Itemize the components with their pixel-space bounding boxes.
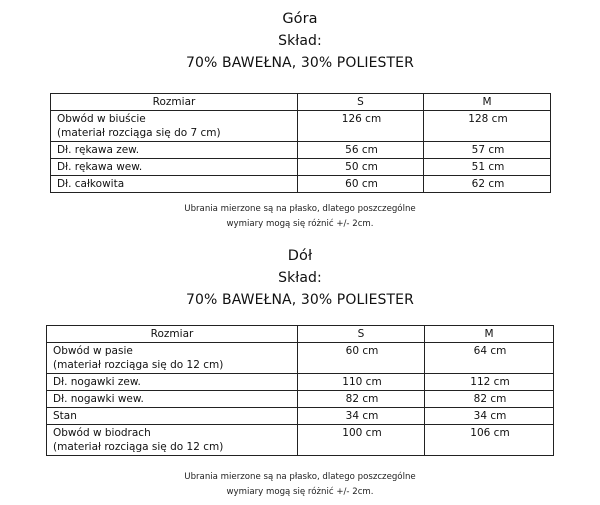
value-s: 82 cm (298, 391, 425, 408)
note-line-2: wymiary mogą się różnić +/- 2cm. (226, 487, 374, 497)
header-m: M (425, 326, 554, 343)
header-size: Rozmiar (51, 94, 298, 111)
measure-note: (materiał rozciąga się do 7 cm) (57, 127, 221, 139)
measure-label: Obwód w biodrach (53, 427, 151, 439)
measure-name: Dł. nogawki zew. (47, 374, 298, 391)
top-title: Góra (282, 11, 318, 27)
top-composition-label: Skład: (278, 33, 322, 49)
value-s: 34 cm (298, 408, 425, 425)
measure-note: (materiał rozciąga się do 12 cm) (53, 359, 224, 371)
value-m: 57 cm (424, 142, 551, 159)
value-m: 106 cm (425, 425, 554, 456)
measure-label: Obwód w biuście (57, 113, 146, 125)
header-s: S (298, 94, 424, 111)
measure-label: Obwód w pasie (53, 345, 133, 357)
top-composition-value: 70% BAWEŁNA, 30% POLIESTER (186, 55, 414, 71)
measure-name (51, 111, 298, 142)
bottom-size-table (46, 325, 554, 456)
note-line-2: wymiary mogą się różnić +/- 2cm. (226, 219, 374, 229)
table-row (51, 176, 551, 193)
value-s: 126 cm (298, 111, 424, 142)
value-s: 110 cm (298, 374, 425, 391)
measure-note: (materiał rozciąga się do 12 cm) (53, 441, 224, 453)
value-s: 100 cm (298, 425, 425, 456)
value-m: 62 cm (424, 176, 551, 193)
note-line-1: Ubrania mierzone są na płasko, dlatego poszczególne (184, 204, 416, 214)
table-row (47, 391, 554, 408)
value-s: 56 cm (298, 142, 424, 159)
value-s: 60 cm (298, 176, 424, 193)
bottom-section (0, 245, 600, 311)
measure-name: Dł. całkowita (51, 176, 298, 193)
value-m: 34 cm (425, 408, 554, 425)
header-m: M (424, 94, 551, 111)
table-header-row (47, 326, 554, 343)
value-m: 128 cm (424, 111, 551, 142)
table-row (47, 374, 554, 391)
value-m: 112 cm (425, 374, 554, 391)
measure-name: Dł. rękawa zew. (51, 142, 298, 159)
top-size-table (50, 93, 551, 193)
value-m: 51 cm (424, 159, 551, 176)
header-size: Rozmiar (47, 326, 298, 343)
bottom-composition-label: Skład: (278, 270, 322, 286)
measure-name: Dł. nogawki wew. (47, 391, 298, 408)
note-line-1: Ubrania mierzone są na płasko, dlatego poszczególne (184, 472, 416, 482)
header-s: S (298, 326, 425, 343)
value-m: 64 cm (425, 343, 554, 374)
table-header-row (51, 94, 551, 111)
measure-name (47, 343, 298, 374)
value-s: 50 cm (298, 159, 424, 176)
top-section (0, 8, 600, 74)
table-row (47, 408, 554, 425)
measure-name: Dł. rękawa wew. (51, 159, 298, 176)
table-row (51, 142, 551, 159)
value-m: 82 cm (425, 391, 554, 408)
measure-name (47, 425, 298, 456)
table-row (47, 343, 554, 374)
bottom-measurement-note (0, 470, 600, 500)
top-measurement-note (0, 202, 600, 232)
bottom-composition-value: 70% BAWEŁNA, 30% POLIESTER (186, 292, 414, 308)
bottom-title: Dół (287, 248, 313, 264)
table-row (47, 425, 554, 456)
measure-name: Stan (47, 408, 298, 425)
table-row (51, 159, 551, 176)
value-s: 60 cm (298, 343, 425, 374)
table-row (51, 111, 551, 142)
